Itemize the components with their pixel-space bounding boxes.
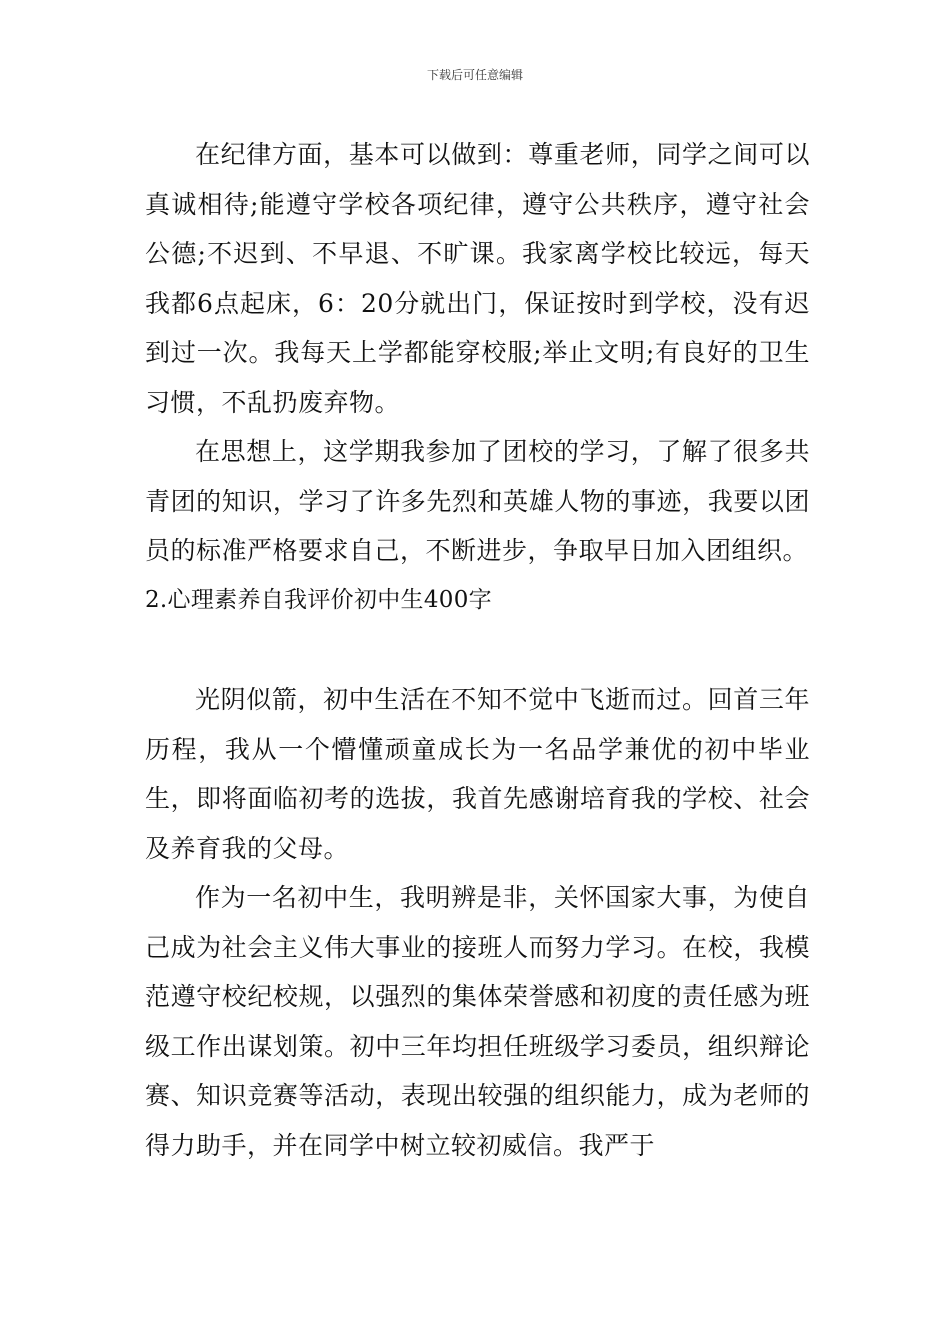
document-body [145, 130, 810, 1170]
section-heading: 2.心理素养自我评价初中生400字 [145, 586, 492, 613]
paragraph-discipline: 在纪律方面，基本可以做到：尊重老师，同学之间可以真诚相待;能遵守学校各项纪律，遵守公共秩序，遵守社会公德;不迟到、不早退、不旷课。我家离学校比较远，每天我都6点起床，6：20分就出门，保证按时到学校，没有迟到过一次。我每天上学都能穿校服;举止文明;有良好的卫生习惯，不乱扔废弃物。 [145, 140, 810, 417]
paragraph-role: 作为一名初中生，我明辨是非，关怀国家大事，为使自己成为社会主义伟大事业的接班人而努力学习。在校，我模范遵守校纪校规，以强烈的集体荣誉感和初度的责任感为班级工作出谋划策。初中三年均担任班级学习委员，组织辩论赛、知识竞赛等活动，表现出较强的组织能力，成为老师的得力助手，并在同学中树立较初威信。我严于 [145, 883, 810, 1160]
page-header-note: 下载后可任意编辑 [426, 68, 523, 82]
paragraph-thought: 在思想上，这学期我参加了团校的学习，了解了很多共青团的知识，学习了许多先烈和英雄人物的事迹，我要以团员的标准严格要求自己，不断进步，争取早日加入团组织。 [145, 437, 810, 565]
paragraph-intro: 光阴似箭，初中生活在不知不觉中飞逝而过。回首三年历程，我从一个懵懂顽童成长为一名品学兼优的初中毕业生，即将面临初考的选拔，我首先感谢培育我的学校、社会及养育我的父母。 [145, 685, 810, 863]
section-spacer [145, 625, 810, 675]
